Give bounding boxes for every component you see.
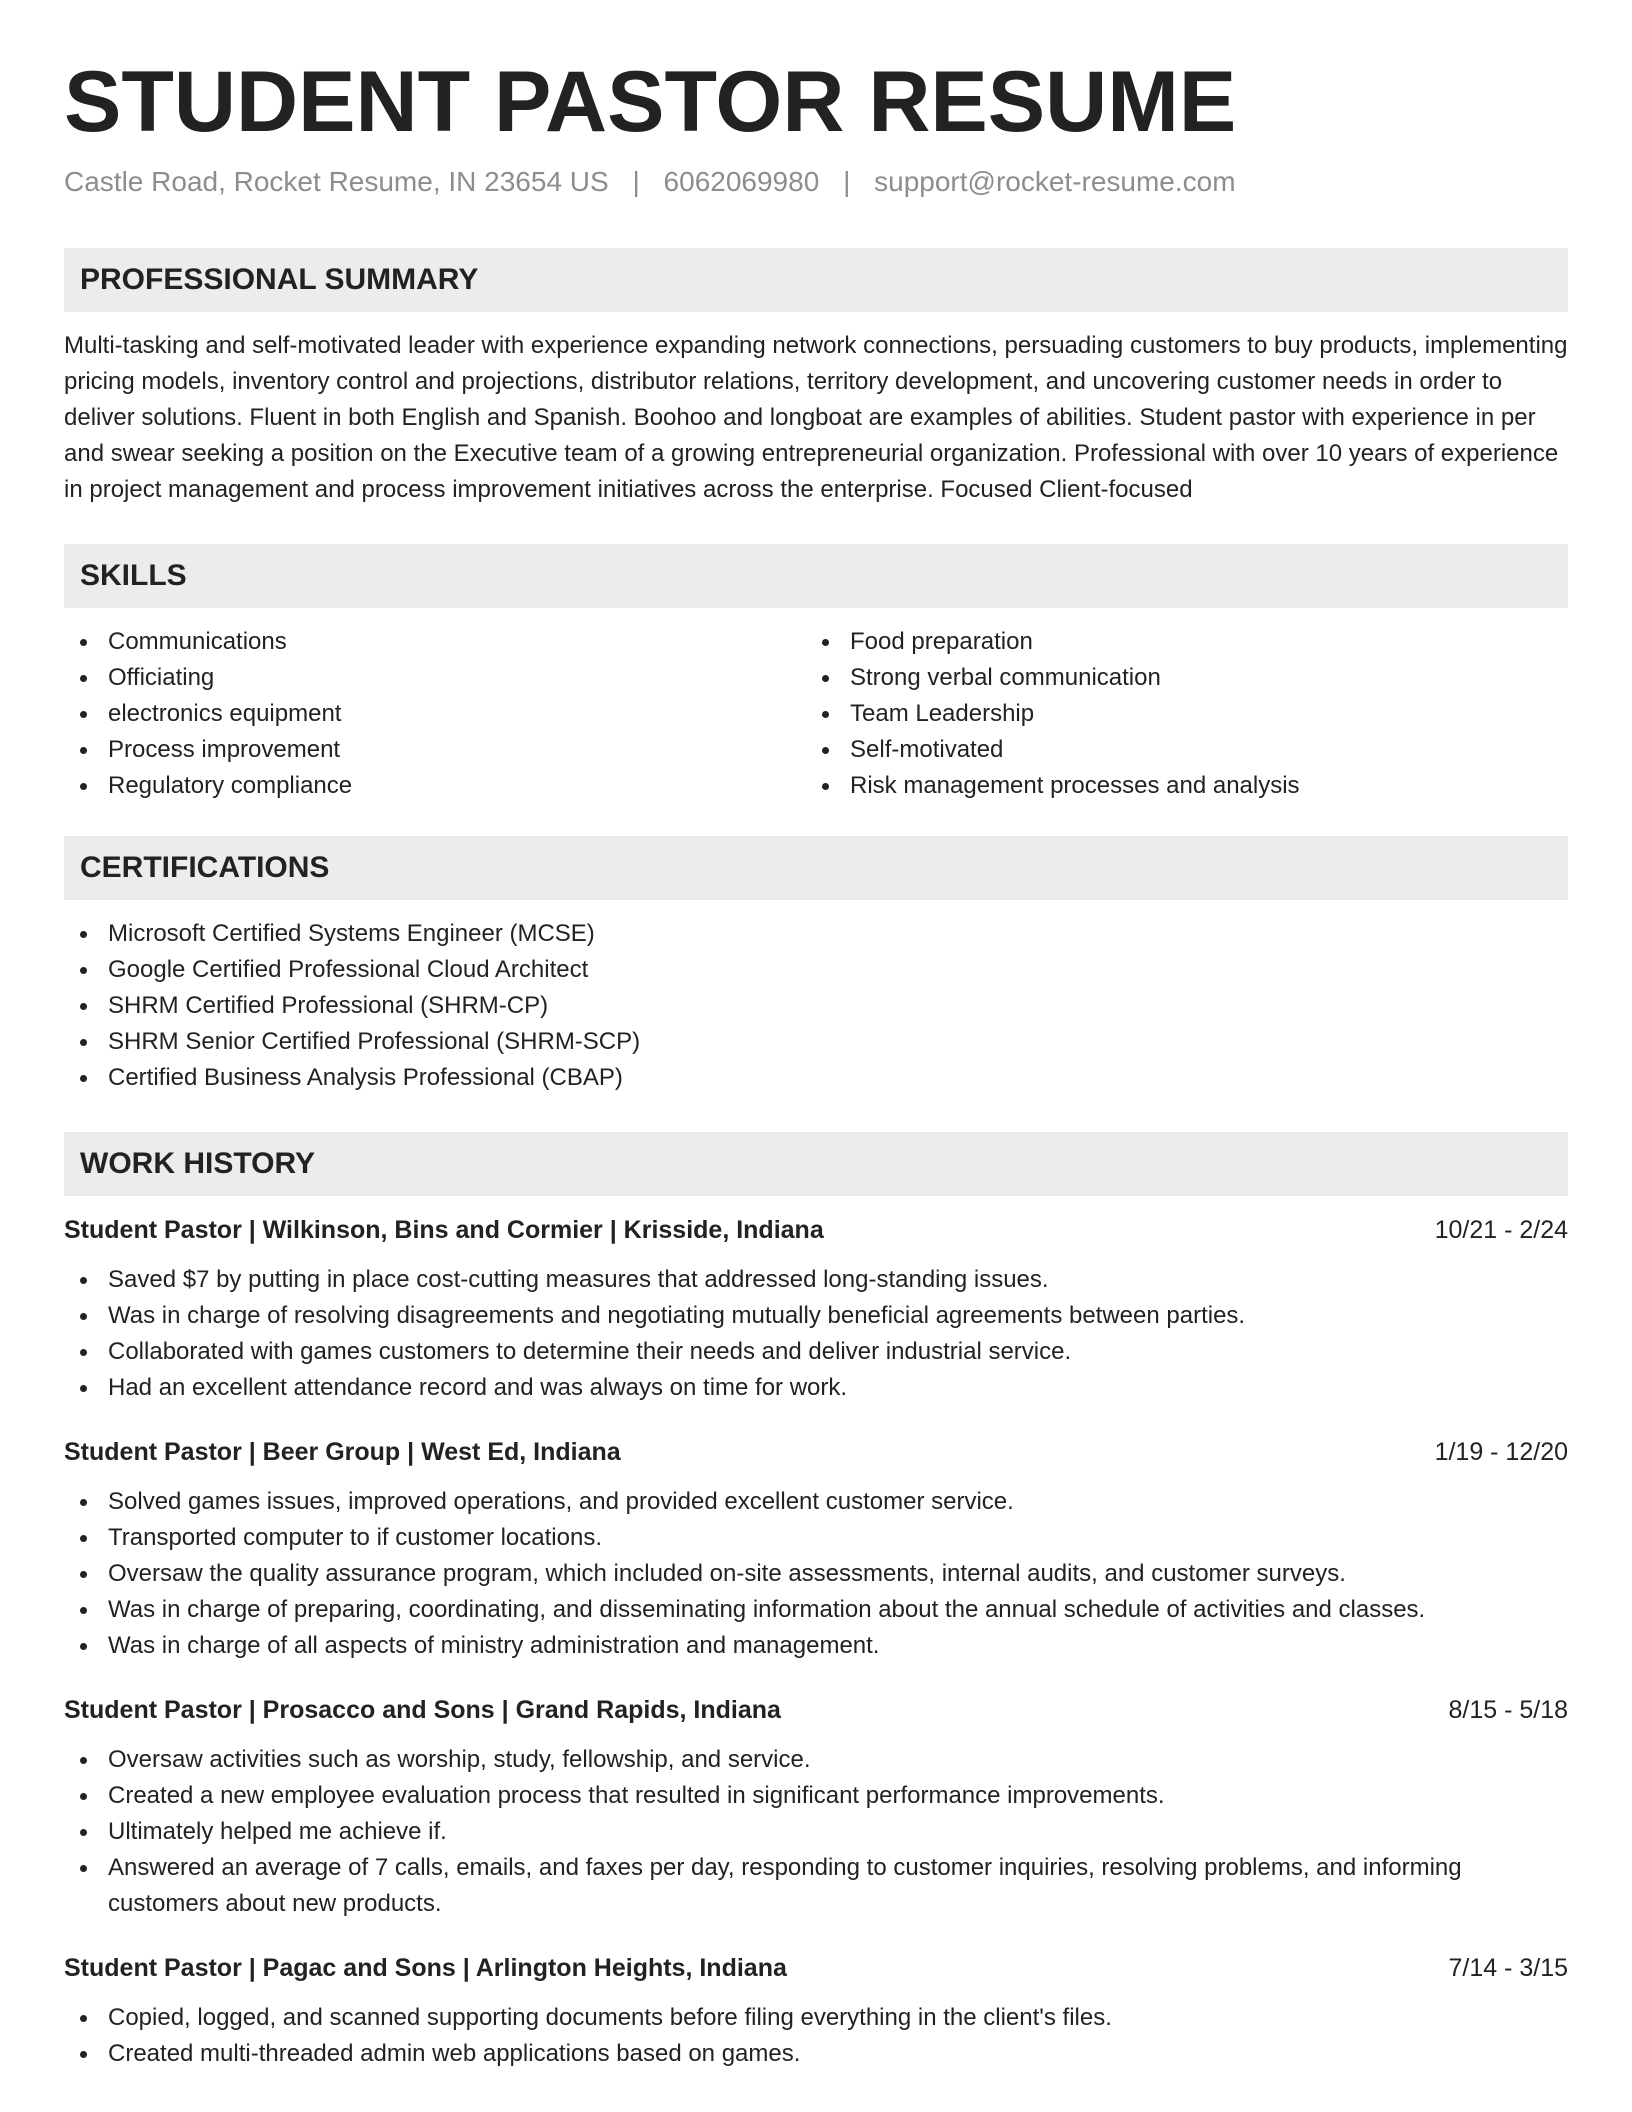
job-bullet: Transported computer to if customer locations.: [64, 1520, 1568, 1556]
contact-phone: 6062069980: [663, 165, 820, 197]
job-bullet: Was in charge of resolving disagreements and negotiating mutually beneficial agreements between parties.: [64, 1298, 1568, 1334]
job-bullets: [64, 1262, 1568, 1406]
job-bullet: Was in charge of preparing, coordinating, and disseminating information about the annual schedule of activities and classes.: [64, 1592, 1568, 1628]
skill-item: Communications: [64, 624, 806, 660]
job-bullet: Created multi-threaded admin web applications based on games.: [64, 2036, 1568, 2072]
job-bullets: [64, 1484, 1568, 1664]
resume-title: STUDENT PASTOR RESUME: [64, 54, 1237, 150]
contact-separator: |: [843, 165, 851, 197]
skill-item: Self-motivated: [806, 732, 1548, 768]
job-dates: 8/15 - 5/18: [1448, 1696, 1568, 1725]
contact-line: [64, 165, 1568, 199]
certification-item: SHRM Certified Professional (SHRM-CP): [64, 988, 1568, 1024]
section-heading-summary: PROFESSIONAL SUMMARY: [64, 248, 1568, 312]
skill-item: Officiating: [64, 660, 806, 696]
job-entry: [64, 1212, 1568, 1406]
job-header: [64, 1950, 1568, 1986]
job-bullet: Had an excellent attendance record and was always on time for work.: [64, 1370, 1568, 1406]
job-header: [64, 1212, 1568, 1248]
job-entry: [64, 1434, 1568, 1664]
job-bullet: Oversaw the quality assurance program, which included on-site assessments, internal audits, and customer surveys.: [64, 1556, 1568, 1592]
skill-item: electronics equipment: [64, 696, 806, 732]
job-bullet: Created a new employee evaluation process that resulted in significant performance improvements.: [64, 1778, 1568, 1814]
contact-email: support@rocket-resume.com: [874, 165, 1236, 197]
job-bullet: Ultimately helped me achieve if.: [64, 1814, 1568, 1850]
job-bullets: [64, 1742, 1568, 1922]
contact-address: Castle Road, Rocket Resume, IN 23654 US: [64, 165, 609, 197]
job-bullet: Collaborated with games customers to determine their needs and deliver industrial service.: [64, 1334, 1568, 1370]
skill-item: Strong verbal communication: [806, 660, 1548, 696]
skills-list-left: [64, 624, 806, 804]
job-entry: [64, 1950, 1568, 2072]
job-header: [64, 1434, 1568, 1470]
skill-item: Process improvement: [64, 732, 806, 768]
section-heading-work-history: WORK HISTORY: [64, 1132, 1568, 1196]
job-dates: 10/21 - 2/24: [1434, 1216, 1568, 1245]
job-bullets: [64, 2000, 1568, 2072]
skill-item: Team Leadership: [806, 696, 1548, 732]
job-title: Student Pastor | Beer Group | West Ed, Indiana: [64, 1438, 621, 1467]
skill-item: Regulatory compliance: [64, 768, 806, 804]
job-title: Student Pastor | Prosacco and Sons | Grand Rapids, Indiana: [64, 1696, 781, 1725]
job-title: Student Pastor | Pagac and Sons | Arlington Heights, Indiana: [64, 1954, 787, 1983]
job-header: [64, 1692, 1568, 1728]
job-dates: 7/14 - 3/15: [1448, 1954, 1568, 1983]
skills-list-right: [806, 624, 1548, 804]
section-heading-skills: SKILLS: [64, 544, 1568, 608]
job-dates: 1/19 - 12/20: [1434, 1438, 1568, 1467]
job-bullet: Answered an average of 7 calls, emails, and faxes per day, responding to customer inquiries, resolving problems, and informing customers about new products.: [64, 1850, 1568, 1922]
certification-item: Certified Business Analysis Professional (CBAP): [64, 1060, 1568, 1096]
certification-item: Google Certified Professional Cloud Architect: [64, 952, 1568, 988]
job-bullet: Copied, logged, and scanned supporting documents before filing everything in the client's files.: [64, 2000, 1568, 2036]
certifications-list: [64, 916, 1568, 1096]
skill-item: Risk management processes and analysis: [806, 768, 1548, 804]
job-bullet: Was in charge of all aspects of ministry administration and management.: [64, 1628, 1568, 1664]
job-bullet: Saved $7 by putting in place cost-cutting measures that addressed long-standing issues.: [64, 1262, 1568, 1298]
job-title: Student Pastor | Wilkinson, Bins and Cormier | Krisside, Indiana: [64, 1216, 824, 1245]
contact-separator: |: [632, 165, 640, 197]
certification-item: SHRM Senior Certified Professional (SHRM-SCP): [64, 1024, 1568, 1060]
certification-item: Microsoft Certified Systems Engineer (MCSE): [64, 916, 1568, 952]
skill-item: Food preparation: [806, 624, 1548, 660]
summary-text: Multi-tasking and self-motivated leader with experience expanding network connections, persuading customers to buy products, implementing pricing models, inventory control and projections, distributor relations, territory development, and uncovering customer needs in order to deliver solutions. Fluent in both English and Spanish. Boohoo and longboat are examples of abilities. Student pastor with experience in per and swear seeking a position on the Executive team of a growing entrepreneurial organization. Professional with over 10 years of experience in project management and process improvement initiatives across the enterprise. Focused Client-focused: [64, 332, 1568, 504]
job-entry: [64, 1692, 1568, 1922]
job-bullet: Oversaw activities such as worship, study, fellowship, and service.: [64, 1742, 1568, 1778]
skills-grid: [64, 624, 1568, 804]
section-heading-certifications: CERTIFICATIONS: [64, 836, 1568, 900]
job-bullet: Solved games issues, improved operations, and provided excellent customer service.: [64, 1484, 1568, 1520]
